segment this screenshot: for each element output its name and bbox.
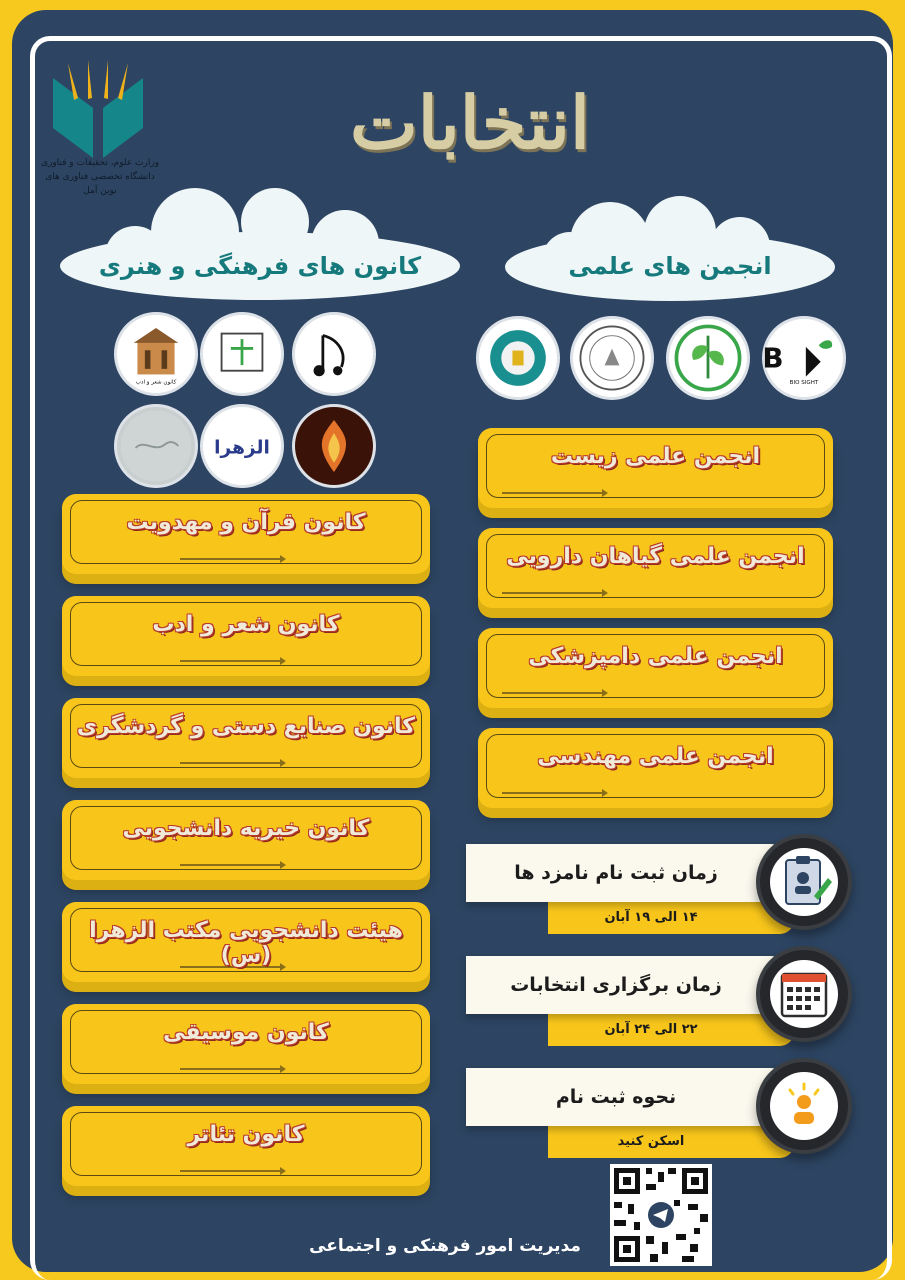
alzahra-badge xyxy=(200,404,284,488)
vet-badge xyxy=(570,316,654,400)
bio-sight-text: BIO SIGHT xyxy=(789,380,819,386)
election-dates-bar xyxy=(548,1012,794,1046)
org-caption-line1: وزارت علوم، تحقیقات و فناوری xyxy=(40,158,160,168)
arrow-icon xyxy=(180,558,280,560)
theatre-badge xyxy=(292,404,376,488)
arrow-icon xyxy=(180,864,280,866)
pill-label: هیئت دانشجویی مکتب الزهرا (س) xyxy=(89,918,403,968)
how-to-register-icon-circle xyxy=(756,1058,852,1154)
pill-label: کانون قرآن و مهدویت xyxy=(126,510,366,535)
person-icon xyxy=(770,1072,838,1140)
page-title: انتخابات xyxy=(350,80,590,165)
arrow-icon xyxy=(502,792,602,794)
arrow-icon xyxy=(502,492,602,494)
cultural-item[interactable] xyxy=(62,494,430,574)
pill-label: انجمن علمی مهندسی xyxy=(537,744,774,769)
how-to-register-heading: نحوه ثبت نام xyxy=(555,1086,677,1108)
bio-sight-badge xyxy=(762,316,846,400)
how-to-register-bar xyxy=(548,1124,794,1158)
quran-badge xyxy=(200,312,284,396)
cultural-item[interactable] xyxy=(62,698,430,778)
org-caption-line2: دانشگاه تخصصی فناوری های نوین آمل xyxy=(45,172,155,196)
scientific-item[interactable] xyxy=(478,528,833,608)
election-heading: زمان برگزاری انتخابات xyxy=(510,974,722,996)
pill-label: کانون موسیقی xyxy=(163,1020,329,1045)
how-to-register-box xyxy=(466,1068,796,1126)
registration-heading: زمان ثبت نام نامزد ها xyxy=(514,862,718,884)
pill-label: کانون خیریه دانشجویی xyxy=(122,816,370,841)
svg-text:B: B xyxy=(762,341,784,375)
calendar-icon xyxy=(770,960,838,1028)
cultural-item[interactable] xyxy=(62,800,430,880)
poetry-caption: کانون شعر و ادب xyxy=(135,379,177,386)
arrow-icon xyxy=(502,692,602,694)
music-badge xyxy=(292,312,376,396)
registration-dates-bar xyxy=(548,900,794,934)
alzahra-text: الزهرا xyxy=(214,437,270,459)
cultural-item[interactable] xyxy=(62,1004,430,1084)
herbal-badge xyxy=(666,316,750,400)
cultural-item[interactable] xyxy=(62,902,430,982)
cultural-item[interactable] xyxy=(62,1106,430,1186)
registration-heading-box xyxy=(466,844,796,902)
cloud-scientific xyxy=(500,192,840,304)
registration-qr-code[interactable] xyxy=(610,1164,712,1266)
arrow-icon xyxy=(180,762,280,764)
pill-label: انجمن علمی دامپزشکی xyxy=(528,644,783,669)
clipboard-icon xyxy=(770,848,838,916)
arrow-icon xyxy=(180,660,280,662)
scientific-item[interactable] xyxy=(478,428,833,508)
arrow-icon xyxy=(180,1170,280,1172)
registration-dates: ۱۴ الی ۱۹ آبان xyxy=(604,909,698,925)
registration-icon-circle xyxy=(756,834,852,930)
footer-department: مدیریت امور فرهنکی و اجتماعی xyxy=(309,1236,581,1256)
pill-label: کانون شعر و ادب xyxy=(152,612,340,637)
poetry-badge xyxy=(114,312,198,396)
pill-label: انجمن علمی زیست xyxy=(550,444,761,469)
cloud-cultural-label: کانون های فرهنگی و هنری xyxy=(98,252,422,280)
scientific-item[interactable] xyxy=(478,628,833,708)
election-icon-circle xyxy=(756,946,852,1042)
election-dates: ۲۲ الی ۲۴ آبان xyxy=(604,1021,698,1037)
pill-label: کانون تئاتر xyxy=(187,1122,305,1147)
cultural-item[interactable] xyxy=(62,596,430,676)
pill-label: انجمن علمی گیاهان دارویی xyxy=(506,544,805,569)
pill-label: کانون صنایع دستی و گردشگری xyxy=(76,714,416,739)
scan-instruction: اسکن کنید xyxy=(617,1133,685,1149)
election-heading-box xyxy=(466,956,796,1014)
handicrafts-badge xyxy=(114,404,198,488)
engineering-badge xyxy=(476,316,560,400)
scientific-item[interactable] xyxy=(478,728,833,808)
arrow-icon xyxy=(502,592,602,594)
arrow-icon xyxy=(180,1068,280,1070)
cloud-cultural xyxy=(55,186,465,304)
cloud-scientific-label: انجمن های علمی xyxy=(568,252,772,280)
